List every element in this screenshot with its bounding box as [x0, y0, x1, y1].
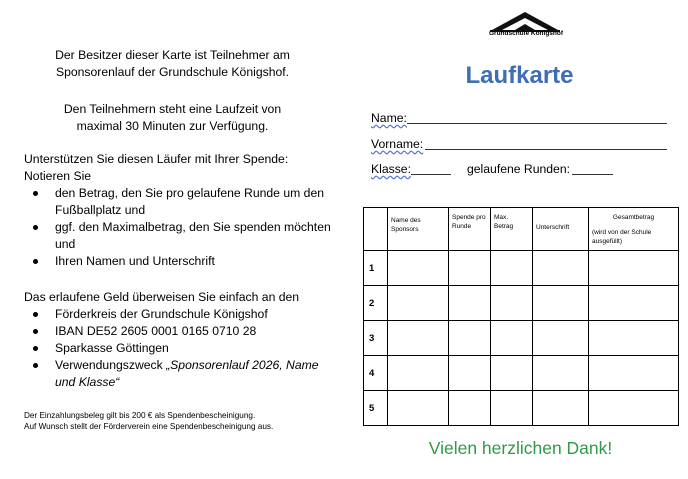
purpose-prefix: Verwendungszweck [55, 358, 167, 372]
max-cell[interactable] [491, 391, 533, 426]
sponsor-name-cell[interactable] [388, 251, 449, 286]
first-name-field[interactable] [371, 137, 423, 151]
signature-cell[interactable] [533, 391, 589, 426]
page-title: Laufkarte [465, 62, 574, 89]
max-cell[interactable] [491, 356, 533, 391]
row-number: 5 [364, 391, 388, 426]
list-item: Ihren Namen und Unterschrift [24, 253, 334, 270]
row-number: 3 [364, 321, 388, 356]
class-field[interactable] [371, 162, 411, 176]
sponsor-name-cell[interactable] [388, 321, 449, 356]
max-cell[interactable] [491, 251, 533, 286]
header-per-lap: Spende pro Runde [449, 208, 491, 251]
row-number: 1 [364, 251, 388, 286]
total-cell[interactable] [589, 286, 679, 321]
laps-label: gelaufene Runden: [467, 162, 571, 176]
transfer-line: Das erlaufene Geld überweisen Sie einfach an den [24, 290, 300, 304]
header-number [364, 208, 388, 251]
table-header-row [364, 208, 679, 251]
logo-text: Grundschule Königshof [488, 30, 564, 37]
list-item: Sparkasse Göttingen [24, 340, 334, 357]
sponsor-name-cell[interactable] [388, 391, 449, 426]
table-row [364, 321, 679, 356]
sponsor-table [363, 207, 679, 426]
header-total-note: (wird von der Schule ausgefüllt) [592, 229, 652, 245]
row-number: 2 [364, 286, 388, 321]
header-signature: Unterschrift [533, 208, 589, 251]
signature-cell[interactable] [533, 321, 589, 356]
signature-cell[interactable] [533, 356, 589, 391]
per-lap-cell[interactable] [449, 391, 491, 426]
signature-cell[interactable] [533, 286, 589, 321]
header-total: Gesamtbetrag (wird von der Schule ausgefüllt) [589, 208, 679, 251]
laps-line [572, 174, 613, 175]
thanks-message: Vielen herzlichen Dank! [428, 438, 613, 458]
per-lap-cell[interactable] [449, 251, 491, 286]
total-cell[interactable] [589, 251, 679, 286]
per-lap-cell[interactable] [449, 356, 491, 391]
total-cell[interactable] [589, 356, 679, 391]
name-label: Name: [371, 111, 407, 125]
first-name-line [425, 149, 667, 150]
signature-cell[interactable] [533, 251, 589, 286]
first-name-label: Vorname: [371, 137, 424, 151]
support-line-2: Notieren Sie [24, 169, 92, 183]
table-row [364, 286, 679, 321]
total-cell[interactable] [589, 391, 679, 426]
per-lap-cell[interactable] [449, 321, 491, 356]
time-line-1: Den Teilnehmern steht eine Laufzeit von [63, 102, 282, 116]
sponsor-name-cell[interactable] [388, 356, 449, 391]
sponsor-name-cell[interactable] [388, 286, 449, 321]
max-cell[interactable] [491, 286, 533, 321]
name-field[interactable] [371, 111, 407, 125]
table-row [364, 356, 679, 391]
list-item: ggf. den Maximalbetrag, den Sie spenden möchten und [24, 219, 334, 253]
bank-list [24, 306, 334, 391]
purpose-text: „Sponsorenlauf 2026, Name und Klasse“ [55, 358, 319, 389]
notes-list [24, 185, 334, 270]
laps-field[interactable] [467, 162, 570, 176]
class-line [411, 174, 451, 175]
intro-line-1: Der Besitzer dieser Karte ist Teilnehmer am [55, 48, 290, 62]
class-label: Klasse: [371, 162, 411, 176]
table-row [364, 391, 679, 426]
list-item: IBAN DE52 2605 0001 0165 0710 28 [24, 323, 334, 340]
footnote-line-1: Der Einzahlungsbeleg gilt bis 200 € als Spendenbescheinigung. [24, 411, 256, 420]
name-line [407, 123, 667, 124]
support-line-1: Unterstützen Sie diesen Läufer mit Ihrer Spende: [24, 152, 289, 166]
max-cell[interactable] [491, 321, 533, 356]
time-line-2: maximal 30 Minuten zur Verfügung. [76, 119, 269, 133]
intro-line-2: Sponsorenlauf der Grundschule Königshof. [55, 65, 290, 79]
header-sponsor-name: Name des Sponsors [388, 208, 449, 251]
row-number: 4 [364, 356, 388, 391]
list-item: Förderkreis der Grundschule Königshof [24, 306, 334, 323]
table-row [364, 251, 679, 286]
list-item: den Betrag, den Sie pro gelaufene Runde um den Fußballplatz und [24, 185, 334, 219]
list-item [24, 357, 334, 391]
header-max: Max. Betrag [491, 208, 533, 251]
footnote-line-2: Auf Wunsch stellt der Förderverein eine Spendenbescheinigung aus. [24, 422, 274, 431]
per-lap-cell[interactable] [449, 286, 491, 321]
total-cell[interactable] [589, 321, 679, 356]
